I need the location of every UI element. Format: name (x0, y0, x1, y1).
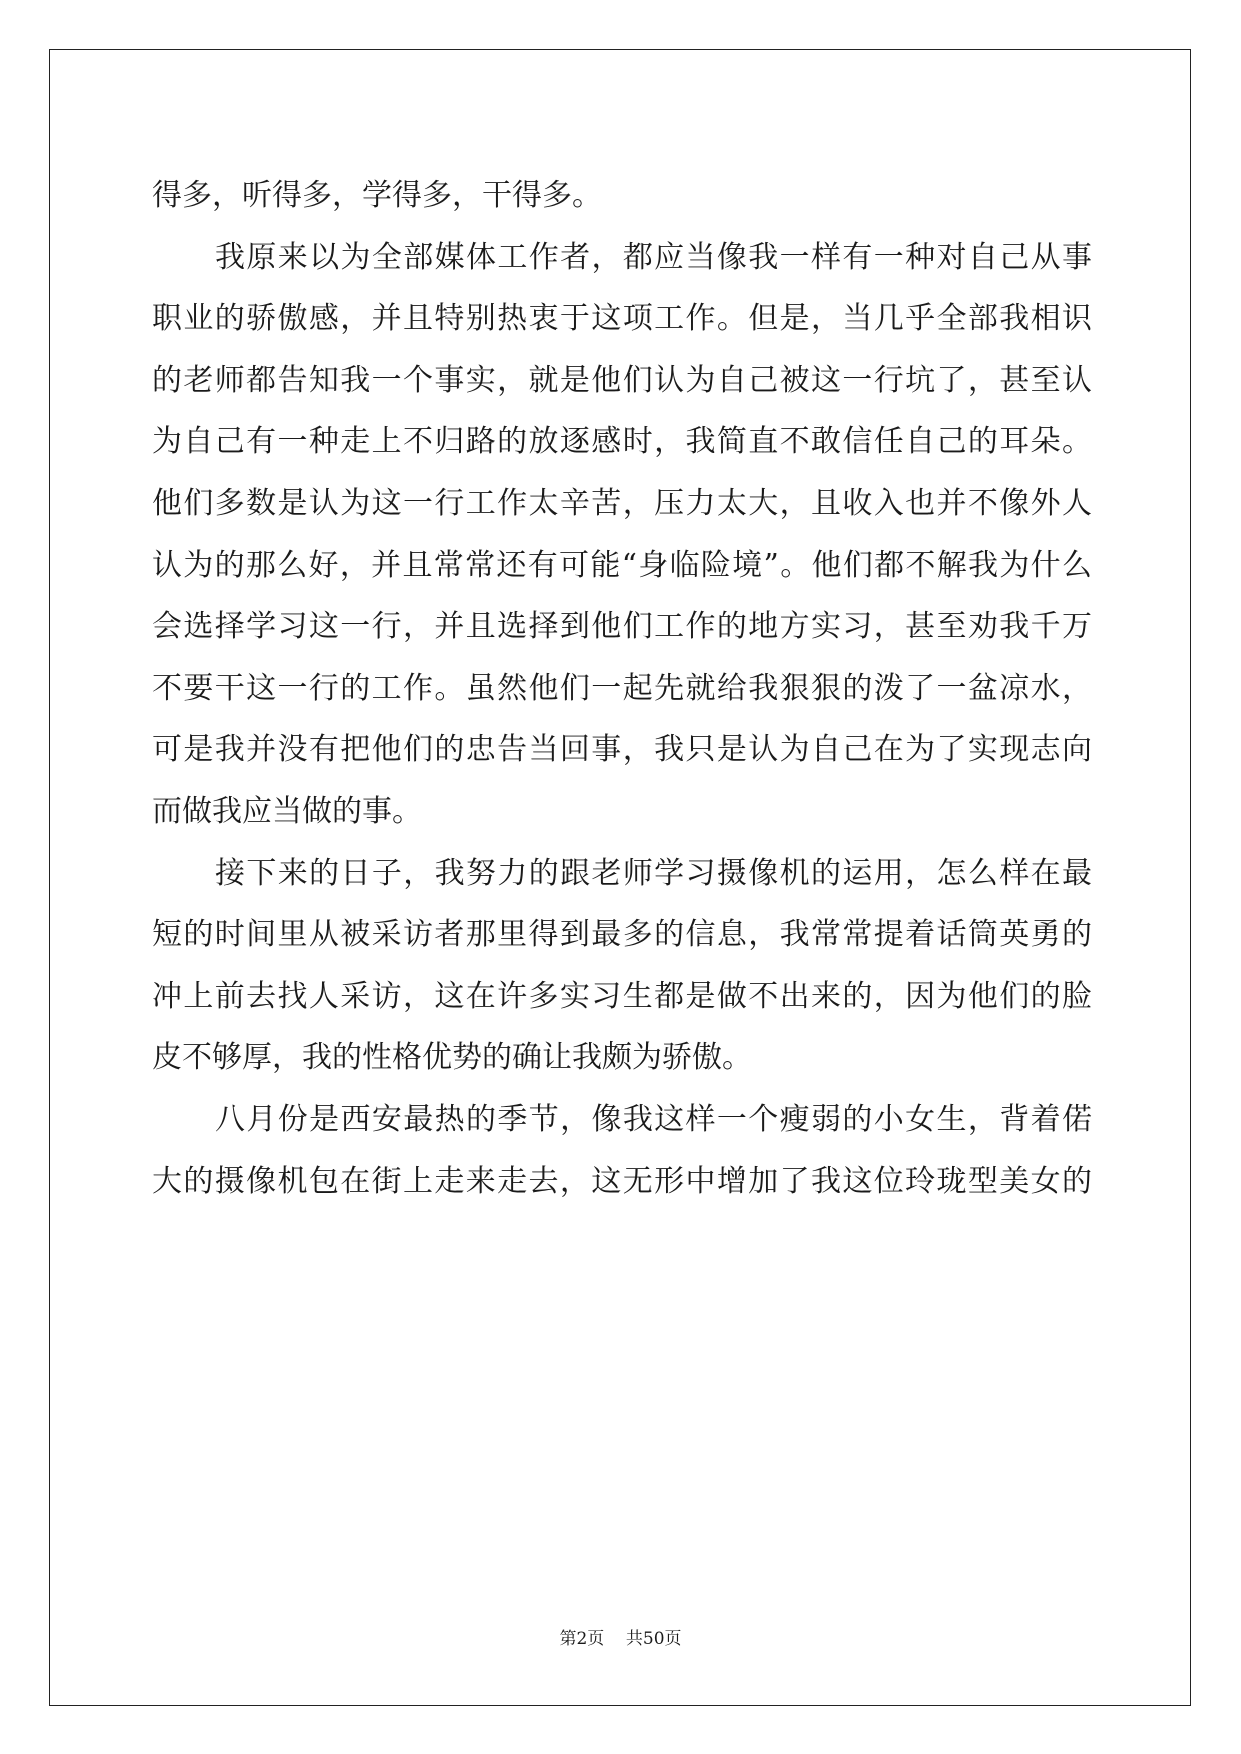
page-number-footer: 第2页 共50页 (559, 1629, 682, 1649)
text-line: 皮不够厚，我的性格优势的确让我颇为骄傲。 (152, 1040, 752, 1076)
text-line: 的老师都告知我一个事实，就是他们认为自己被这一行坑了，甚至认 (152, 362, 1092, 398)
text-line: 而做我应当做的事。 (152, 793, 422, 829)
text-line: 可是我并没有把他们的忠告当回事，我只是认为自己在为了实现志向 (152, 732, 1092, 768)
text-line: 不要干这一行的工作。虽然他们一起先就给我狠狠的泼了一盆凉水， (152, 670, 1092, 706)
text-line: 大的摄像机包在街上走来走去，这无形中增加了我这位玲珑型美女的 (152, 1163, 1092, 1199)
text-line: 他们多数是认为这一行工作太辛苦，压力太大，且收入也并不像外人 (152, 485, 1092, 521)
text-line: 接下来的日子，我努力的跟老师学习摄像机的运用，怎么样在最 (215, 855, 1092, 891)
text-line: 职业的骄傲感，并且特别热衷于这项工作。但是，当几乎全部我相识 (152, 301, 1092, 337)
text-line: 得多，听得多，学得多，干得多。 (152, 178, 602, 213)
body-text (152, 165, 1092, 1212)
text-line: 会选择学习这一行，并且选择到他们工作的地方实习，甚至劝我千万 (152, 609, 1092, 645)
text-line: 认为的那么好，并且常常还有可能“身临险境”。他们都不解我为什么 (152, 547, 1092, 583)
text-line: 冲上前去找人采访，这在许多实习生都是做不出来的，因为他们的脸 (152, 978, 1092, 1014)
text-line: 我原来以为全部媒体工作者，都应当像我一样有一种对自己从事 (215, 239, 1092, 275)
text-line: 短的时间里从被采访者那里得到最多的信息，我常常提着话筒英勇的 (152, 917, 1092, 953)
text-line: 八月份是西安最热的季节，像我这样一个瘦弱的小女生，背着偌 (215, 1101, 1092, 1137)
text-line: 为自己有一种走上不归路的放逐感时，我简直不敢信任自己的耳朵。 (152, 424, 1092, 460)
